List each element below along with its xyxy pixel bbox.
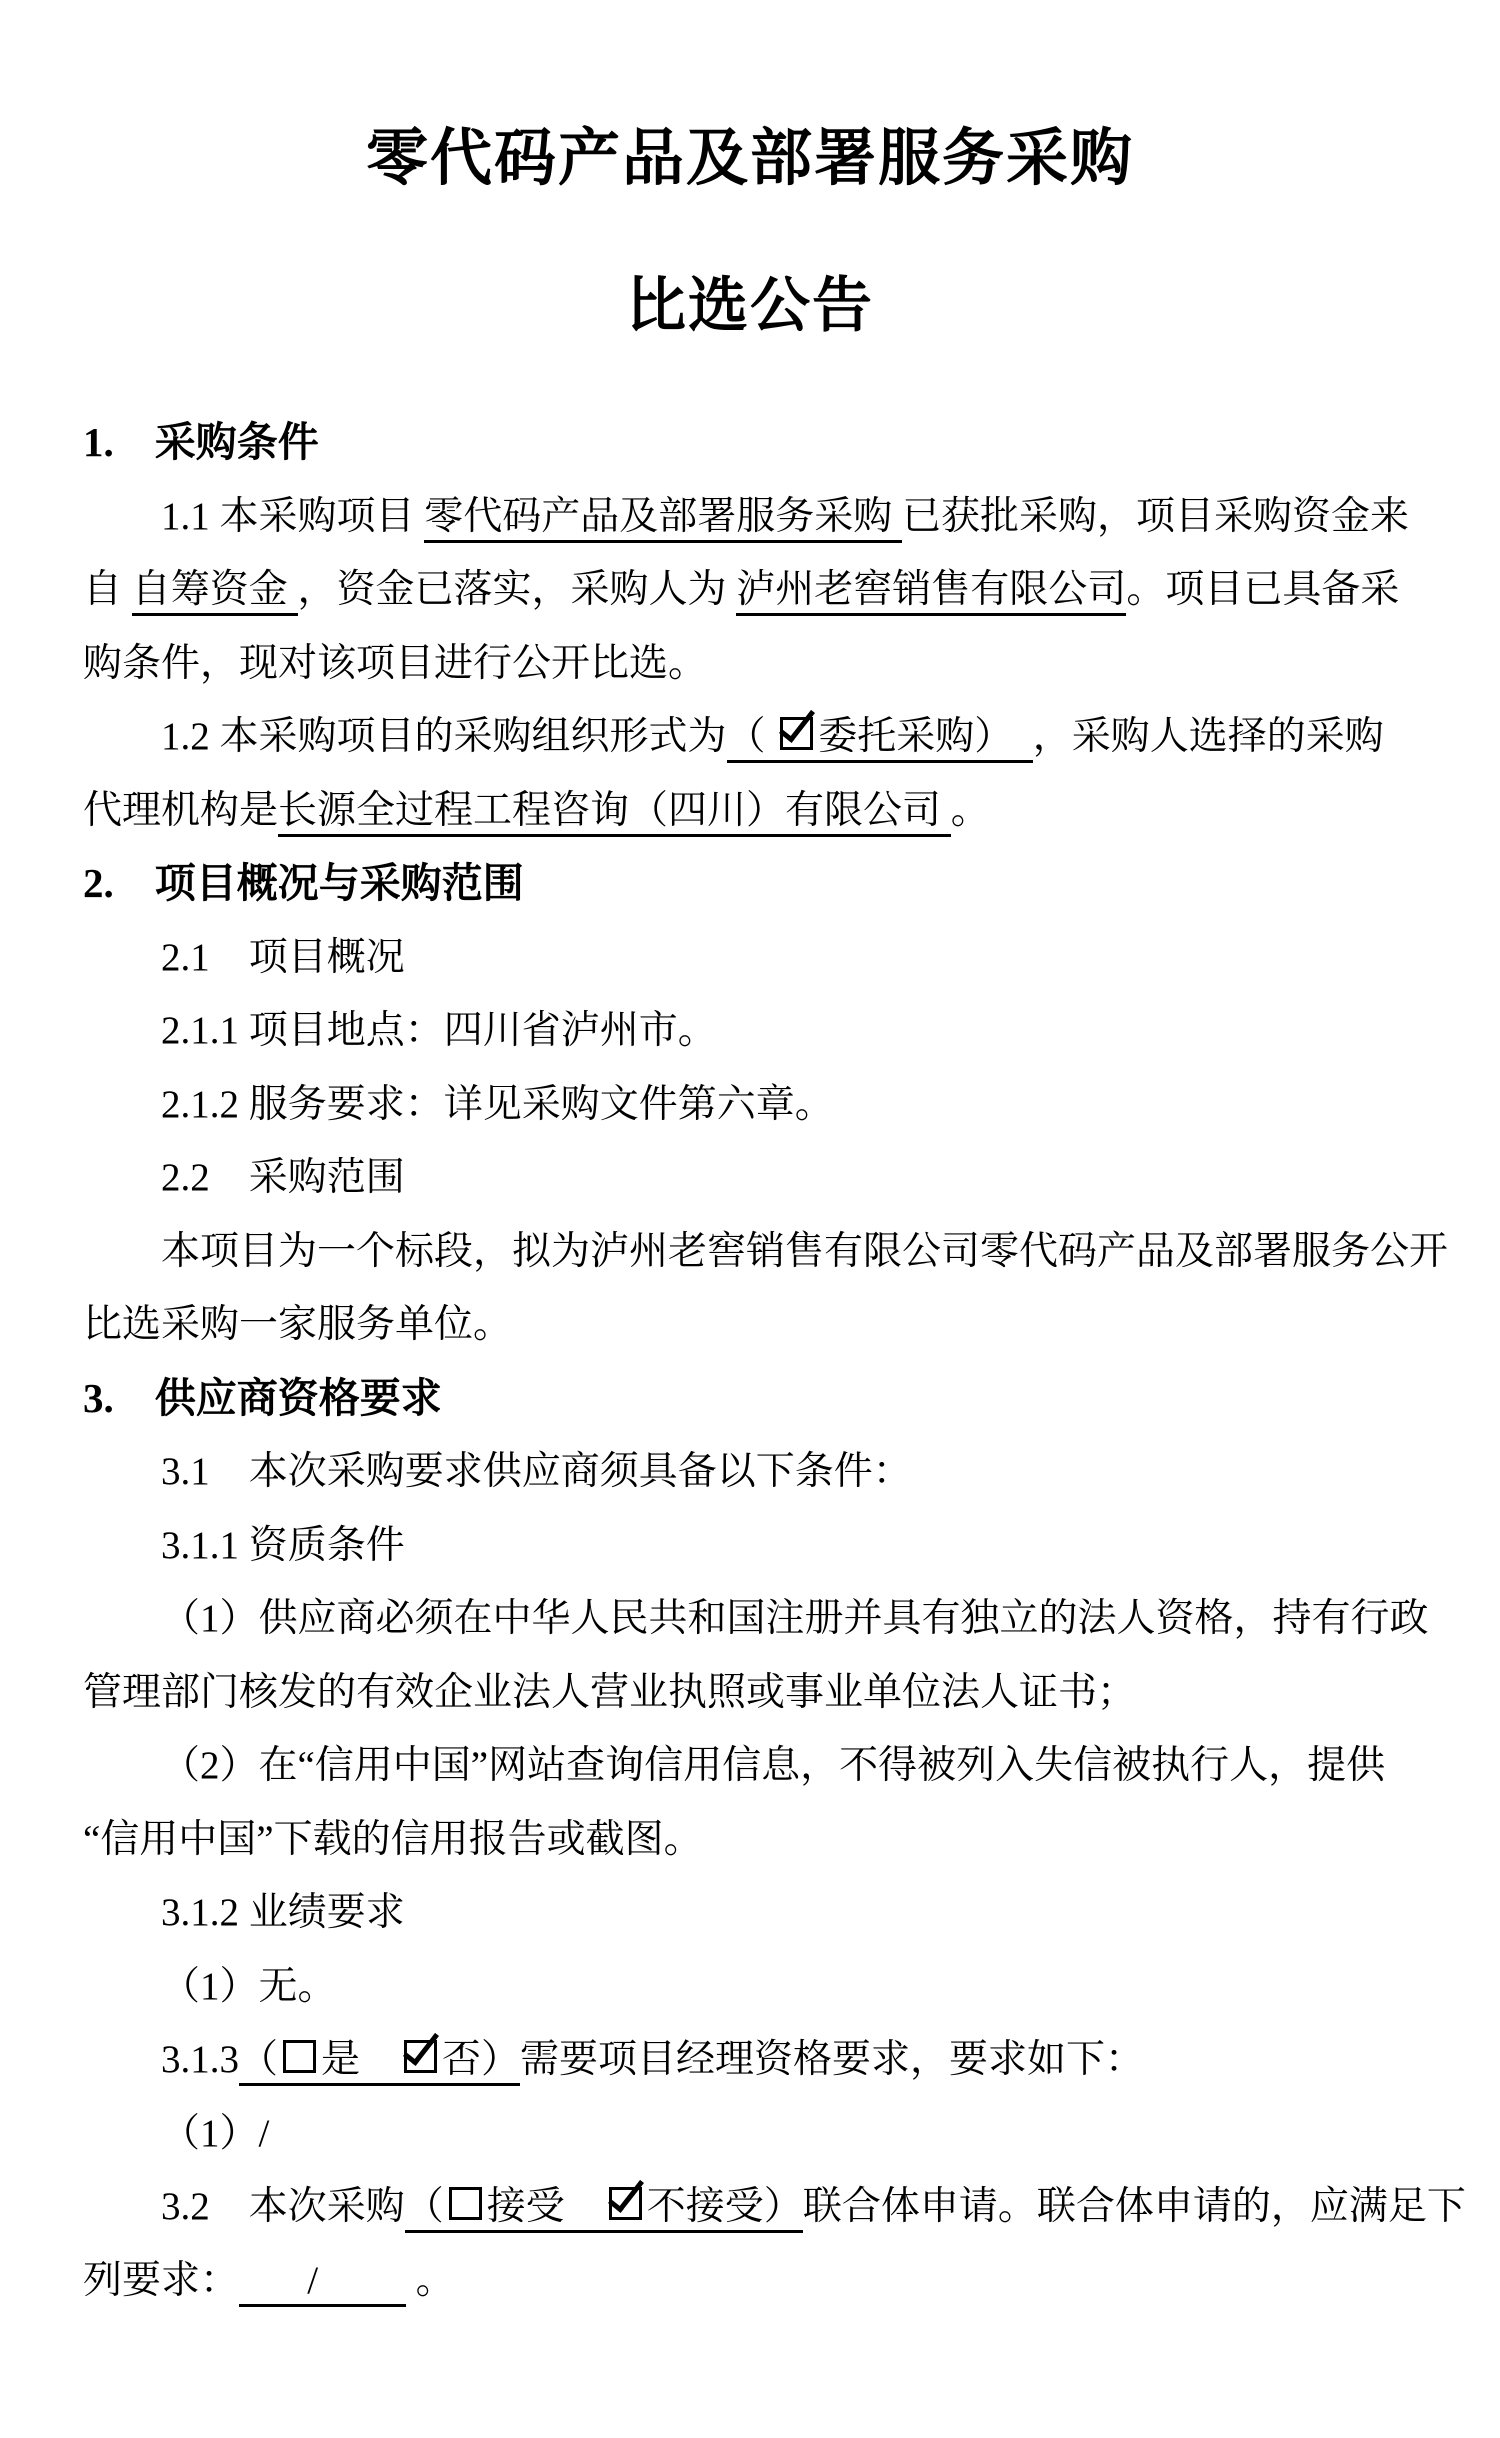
doc-text: 2.1 项目概况 (161, 935, 405, 979)
doc-text: 1. 采购条件 (83, 419, 319, 465)
filled-blank-text: 自筹资金 (132, 568, 298, 616)
section-heading (83, 406, 1440, 480)
filled-blank-text: 长源全过程工程咨询（四川）有限公司 (278, 789, 951, 837)
filled-blank-text: 委托采购） (818, 715, 1033, 763)
checkbox-checked-icon (609, 2187, 642, 2220)
doc-text: 。项目已具备采 (1126, 568, 1400, 611)
doc-line (83, 1803, 1440, 1877)
doc-line (83, 2170, 1466, 2244)
doc-body (0, 406, 1500, 2317)
doc-line (83, 1509, 1440, 1583)
doc-text: 3.1.1 资质条件 (161, 1523, 405, 1567)
doc-text: 3.1.2 业绩要求 (161, 1891, 405, 1934)
doc-line (83, 2097, 1440, 2171)
checkbox-checked-icon (404, 2040, 437, 2073)
doc-line (83, 1582, 1440, 1656)
doc-line (83, 1068, 1440, 1142)
doc-text: （2）在“信用中国”网站查询信用信息，不得被列入失信被执行人，提供 (161, 1744, 1386, 1787)
doc-text: 代理机构是 (83, 788, 279, 832)
filled-blank-text: （ (239, 2038, 278, 2086)
checkbox-wrap (399, 2038, 442, 2086)
doc-line (83, 2023, 1440, 2097)
doc-text: （1）无。 (161, 1964, 337, 2008)
doc-line (83, 921, 1440, 995)
doc-line (83, 1435, 1440, 1509)
doc-text: 2.1.1 项目地点：四川省泸州市。 (161, 1009, 717, 1052)
doc-text: 3.2 本次采购 (161, 2185, 405, 2228)
doc-title: 零代码产品及部署服务采购 (365, 125, 1134, 193)
doc-text: 已获批采购，项目采购资金来 (902, 494, 1410, 538)
doc-line (83, 994, 1440, 1068)
doc-text: 联合体申请。联合体申请的，应满足下 (802, 2185, 1466, 2228)
doc-line (83, 700, 1440, 774)
doc-line (83, 1950, 1440, 2024)
filled-blank-text: 否） (442, 2038, 520, 2086)
doc-text: 3. 供应商资格要求 (83, 1374, 442, 1421)
doc-line (83, 1288, 1440, 1362)
doc-text: （1）/ (161, 2111, 270, 2155)
doc-text: 本项目为一个标段，拟为泸州老窖销售有限公司零代码产品及部署服务公开 (161, 1229, 1449, 1273)
doc-text: 。 (950, 788, 990, 832)
checkbox-wrap (444, 2185, 487, 2233)
doc-text: 1.2 本采购项目的采购组织形式为 (161, 715, 727, 758)
doc-text: 3.1 本次采购要求供应商须具备以下条件： (161, 1450, 912, 1493)
filled-blank-text: 泸州老窖销售有限公司 (736, 568, 1126, 616)
doc-line (83, 774, 1440, 848)
filled-blank-text: 不接受） (647, 2185, 803, 2233)
doc-line (83, 1656, 1440, 1730)
doc-line (83, 1729, 1440, 1803)
doc-text: ，采购人选择的采购 (1032, 715, 1384, 758)
filled-blank-text: / (239, 2259, 406, 2307)
doc-text: 2.2 采购范围 (161, 1156, 405, 1199)
doc-text: 购条件，现对该项目进行公开比选。 (83, 641, 708, 685)
checkbox-wrap (604, 2185, 647, 2233)
doc-line (83, 2244, 1440, 2318)
filled-blank-text: 是 (321, 2038, 399, 2086)
section-heading (83, 1362, 1440, 1436)
doc-line (83, 480, 1440, 554)
filled-blank-text: （ (405, 2185, 444, 2233)
checkbox-wrap (278, 2038, 321, 2086)
filled-blank-text: 零代码产品及部署服务采购 (424, 495, 902, 543)
doc-text: 。 (405, 2258, 455, 2302)
doc-text: 比选采购一家服务单位。 (83, 1303, 513, 1346)
doc-text: 2. 项目概况与采购范围 (83, 860, 524, 906)
doc-text: “信用中国”下载的信用报告或截图。 (83, 1817, 703, 1861)
section-heading (83, 847, 1440, 921)
doc-line (83, 1215, 1449, 1289)
doc-line (83, 1141, 1440, 1215)
doc-text: 需要项目经理资格要求，要求如下： (520, 2038, 1145, 2081)
doc-line (83, 627, 1440, 701)
doc-subtitle: 比选公告 (626, 273, 874, 339)
doc-text: 列要求： (83, 2258, 240, 2302)
doc-text: ，资金已落实，采购人为 (297, 568, 737, 611)
checkbox-empty-icon (449, 2187, 482, 2220)
doc-line (83, 1876, 1440, 1950)
doc-text: （1）供应商必须在中华人民共和国注册并具有独立的法人资格，持有行政 (161, 1597, 1429, 1640)
doc-text: 1.1 本采购项目 (161, 494, 425, 538)
doc-text: 自 (83, 568, 132, 611)
checkbox-wrap (775, 715, 818, 763)
filled-blank-text: 接受 (487, 2185, 604, 2233)
doc-text: 2.1.2 服务要求：详见采购文件第六章。 (161, 1082, 834, 1126)
doc-line (83, 553, 1440, 627)
checkbox-empty-icon (283, 2040, 316, 2073)
checkbox-checked-icon (780, 717, 813, 750)
doc-text: 管理部门核发的有效企业法人营业执照或事业单位法人证书； (83, 1670, 1137, 1714)
filled-blank-text: （ (727, 715, 776, 763)
doc-text: 3.1.3 (161, 2038, 239, 2081)
